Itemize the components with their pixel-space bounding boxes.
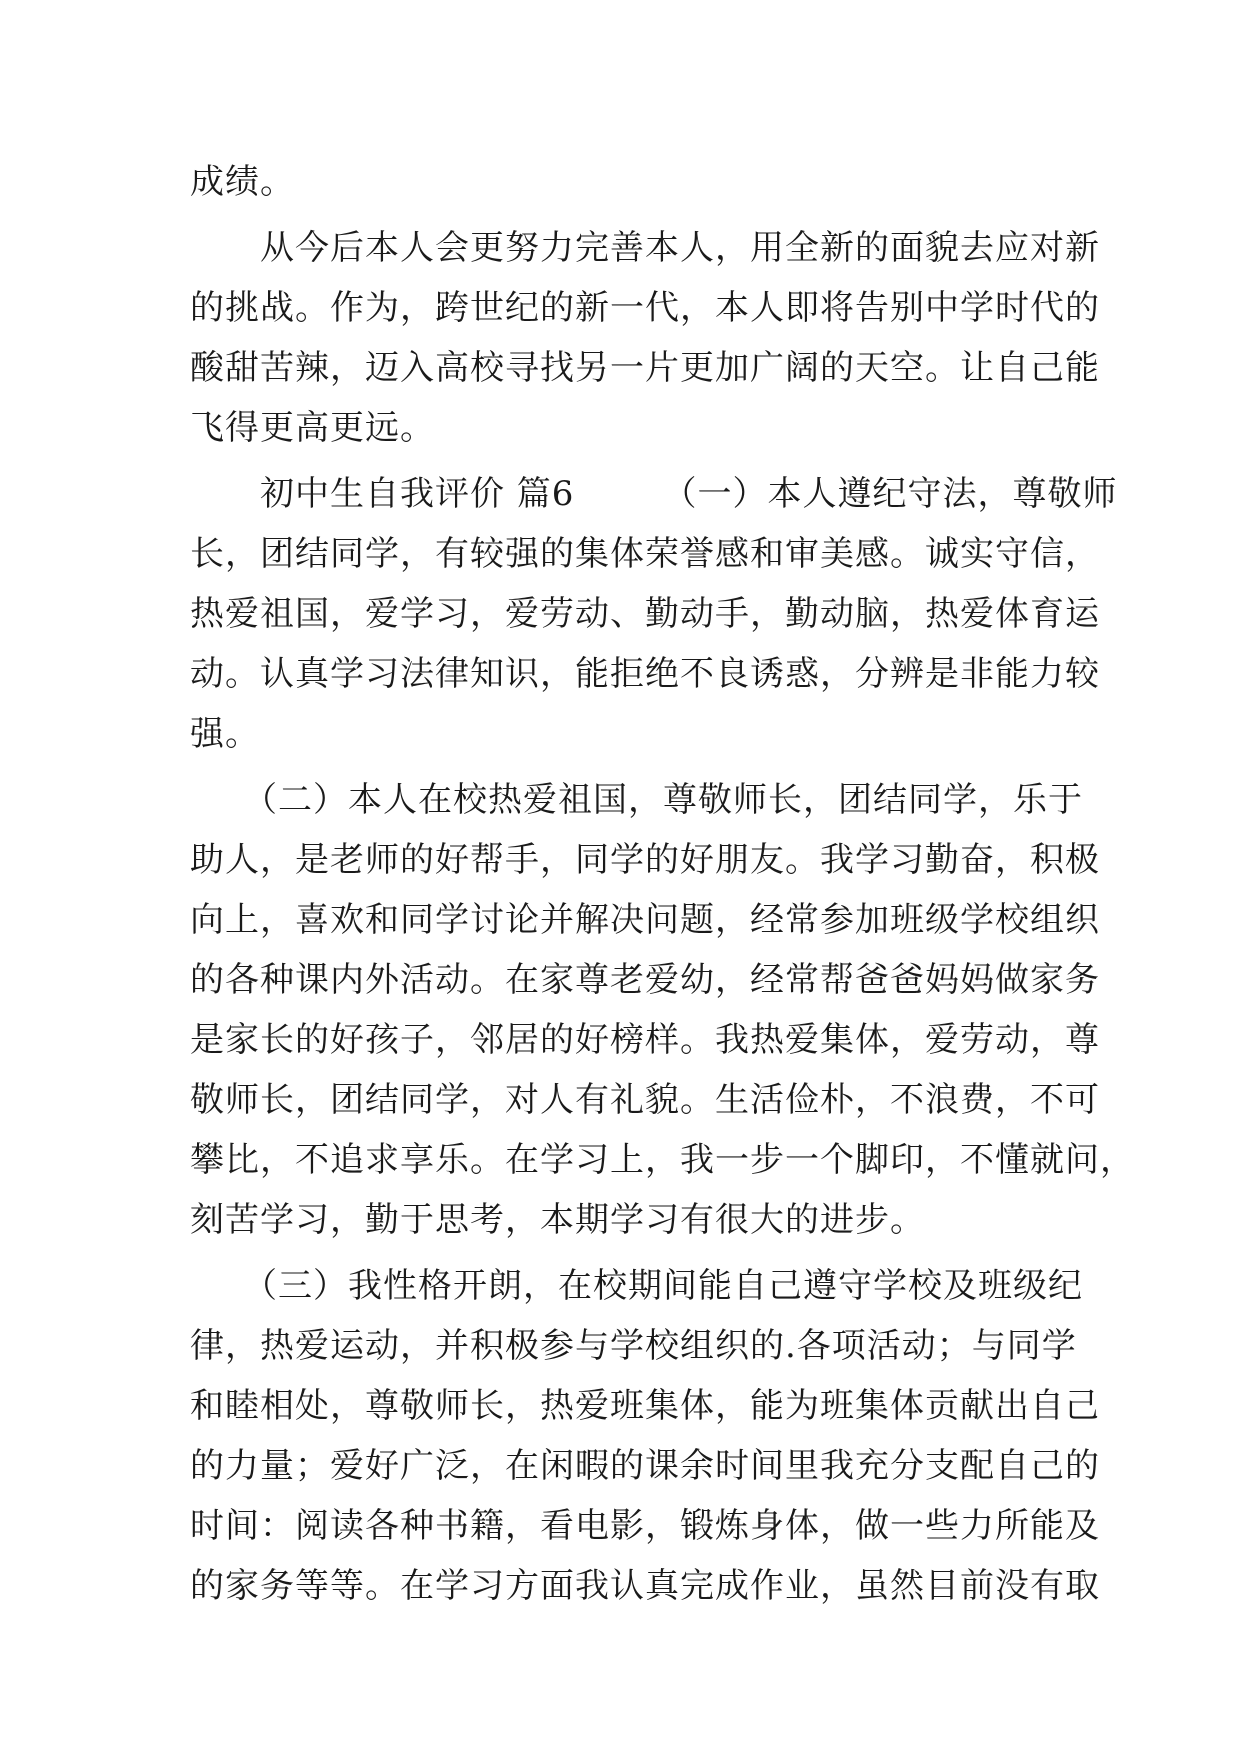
- paragraph: [190, 770, 1135, 1250]
- paragraph: [190, 218, 1100, 458]
- text-line: 助人，是老师的好帮手，同学的好朋友。我学习勤奋，积极: [190, 840, 1100, 880]
- text-line: 动。认真学习法律知识，能拒绝不良诱惑，分辨是非能力较: [190, 654, 1100, 694]
- text-line: 成绩。: [190, 162, 295, 202]
- text-line: （二）本人在校热爱祖国，尊敬师长，团结同学，乐于: [190, 780, 1083, 820]
- text-line: 和睦相处，尊敬师长，热爱班集体，能为班集体贡献出自己: [190, 1386, 1100, 1426]
- text-line: 从今后本人会更努力完善本人，用全新的面貌去应对新: [190, 228, 1100, 268]
- text-line: 刻苦学习，勤于思考，本期学习有很大的进步。: [190, 1200, 925, 1240]
- text-line: 攀比，不追求享乐。在学习上，我一步一个脚印，不懂就问，: [190, 1140, 1135, 1180]
- text-line: 的力量；爱好广泛，在闲暇的课余时间里我充分支配自己的: [190, 1446, 1100, 1486]
- text-line: 长，团结同学，有较强的集体荣誉感和审美感。诚实守信，: [190, 534, 1100, 574]
- paragraph: [190, 152, 1052, 212]
- text-line: 飞得更高更远。: [190, 408, 435, 448]
- text-line: 时间：阅读各种书籍，看电影，锻炼身体，做一些力所能及: [190, 1506, 1100, 1546]
- text-line: 强。: [190, 714, 260, 754]
- text-line: （三）我性格开朗，在校期间能自己遵守学校及班级纪: [190, 1266, 1083, 1306]
- text-line: 是家长的好孩子，邻居的好榜样。我热爱集体，爱劳动，尊: [190, 1020, 1100, 1060]
- text-line: 的家务等等。在学习方面我认真完成作业，虽然目前没有取: [190, 1566, 1100, 1606]
- text-line: 初中生自我评价 篇6 （一）本人遵纪守法，尊敬师: [190, 474, 1118, 514]
- paragraph: [190, 464, 1118, 764]
- text-line: 酸甜苦辣，迈入高校寻找另一片更加广阔的天空。让自己能: [190, 348, 1100, 388]
- paragraph: [190, 1256, 1100, 1616]
- text-line: 热爱祖国，爱学习，爱劳动、勤动手，勤动脑，热爱体育运: [190, 594, 1100, 634]
- text-line: 律，热爱运动，并积极参与学校组织的.各项活动；与同学: [190, 1326, 1077, 1366]
- text-line: 向上，喜欢和同学讨论并解决问题，经常参加班级学校组织: [190, 900, 1100, 940]
- text-line: 的各种课内外活动。在家尊老爱幼，经常帮爸爸妈妈做家务: [190, 960, 1100, 1000]
- text-line: 的挑战。作为，跨世纪的新一代，本人即将告别中学时代的: [190, 288, 1100, 328]
- text-line: 敬师长，团结同学，对人有礼貌。生活俭朴，不浪费，不可: [190, 1080, 1100, 1120]
- document-body: [190, 152, 1135, 1616]
